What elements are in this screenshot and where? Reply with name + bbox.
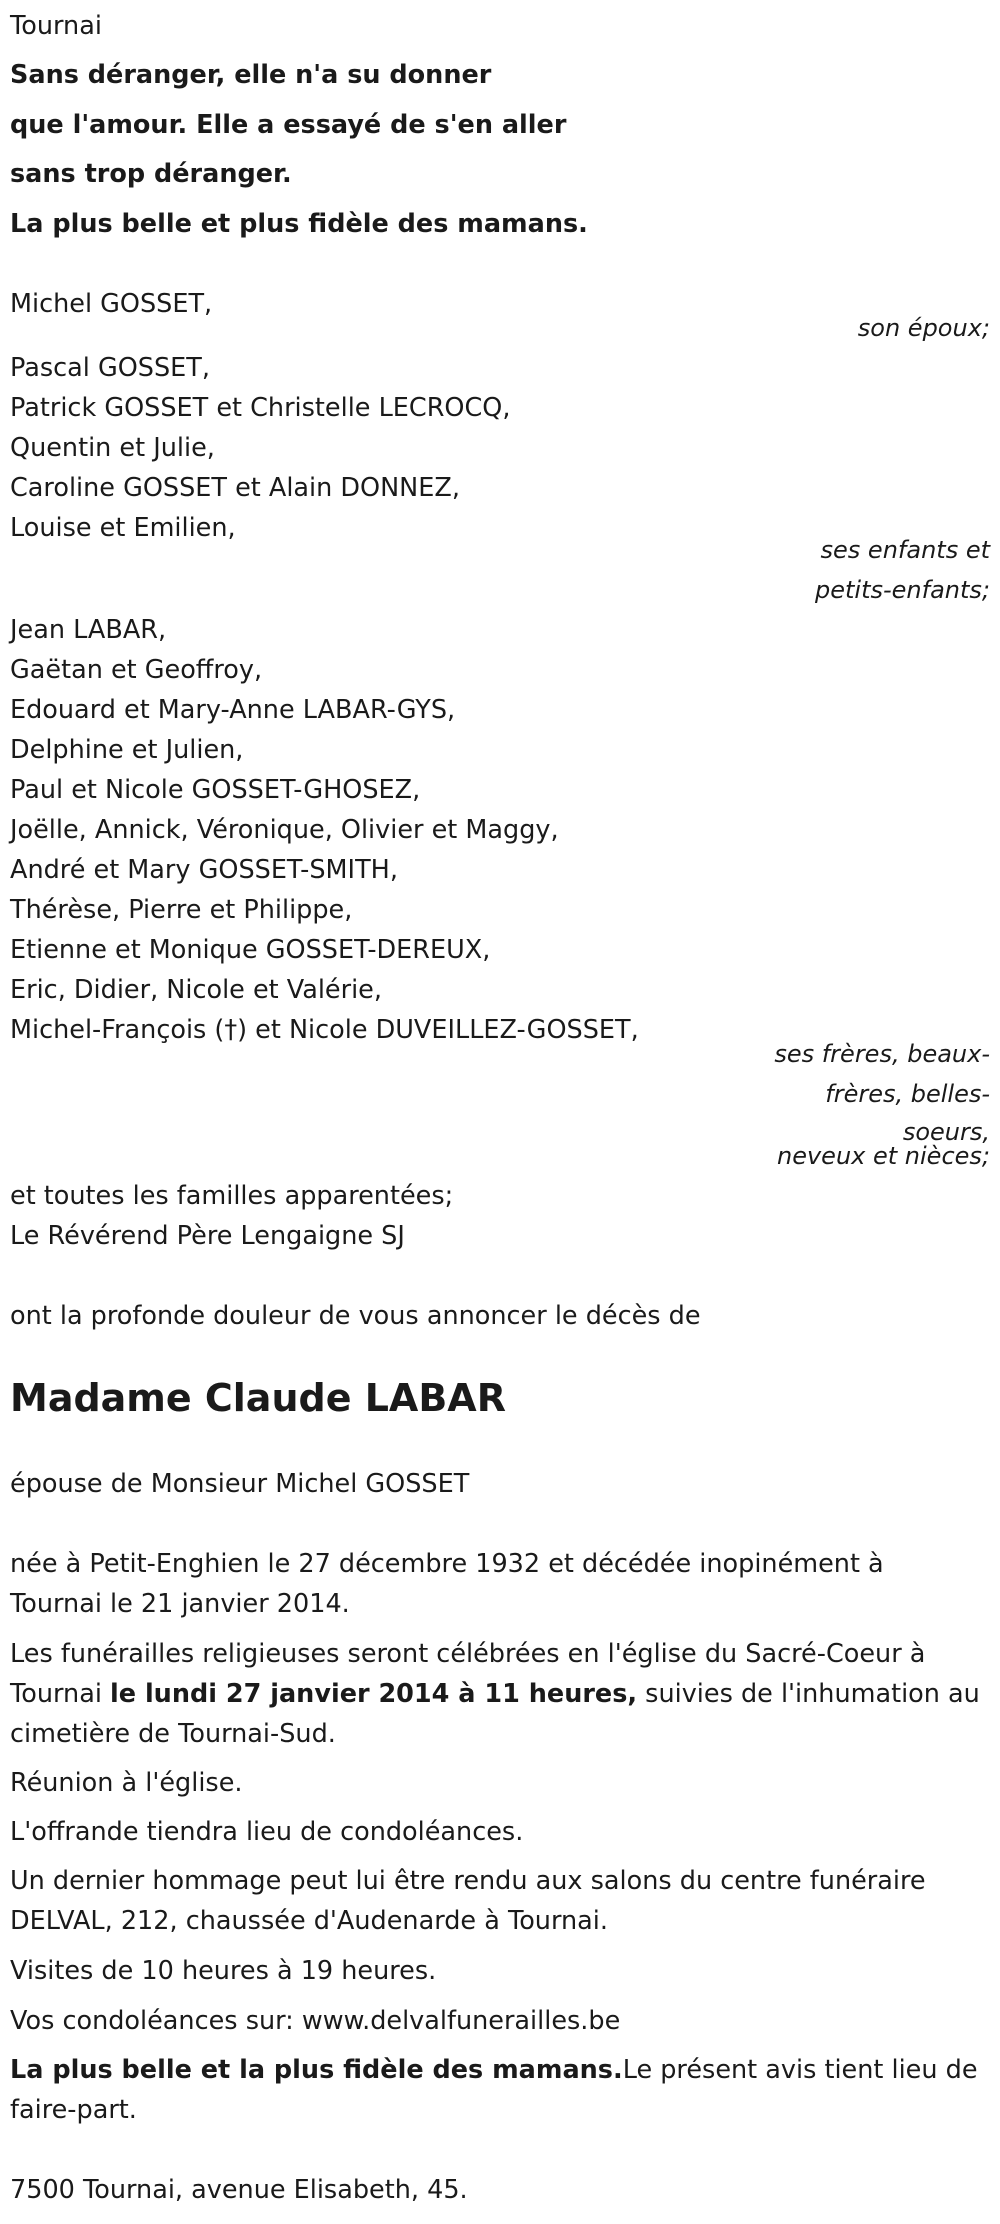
offering-info: L'offrande tiendra lieu de condoléances. [10, 1817, 524, 1847]
sibling-line: Eric, Didier, Nicole et Valérie, [10, 975, 382, 1005]
closing-rest: Le présent avis tient lieu de faire-part. [10, 2055, 978, 2125]
city-header: Tournai [10, 11, 102, 41]
sibling-line: Thérèse, Pierre et Philippe, [10, 895, 353, 925]
child-line: Patrick GOSSET et Christelle LECROCQ, [10, 393, 511, 423]
sibling-line: Michel-François (†) et Nicole DUVEILLEZ-GOSSET, [10, 1015, 639, 1045]
condolences-info: Vos condoléances sur: www.delvalfunerailles.be [10, 2006, 621, 2036]
funeral-date: le lundi 27 janvier 2014 à 11 heures, [110, 1679, 638, 1709]
sibling-line: Jean LABAR, [10, 615, 167, 645]
siblings-role: neveux et nièces; [777, 1142, 990, 1170]
funeral-info [10, 1634, 980, 1754]
children-role: ses enfants et [820, 536, 990, 564]
sibling-line: Etienne et Monique GOSSET-DEREUX, [10, 935, 491, 965]
deceased-name: Madame Claude LABAR [10, 1376, 506, 1420]
children-role: petits-enfants; [815, 576, 990, 604]
sibling-line: André et Mary GOSSET-SMITH, [10, 855, 398, 885]
homage-info: Un dernier hommage peut lui être rendu aux salons du centre funéraire DELVAL, 212, chaussée d'Audenarde à Tournai. [10, 1866, 926, 1936]
siblings-role: ses frères, beaux- [774, 1040, 990, 1068]
sibling-line: Gaëtan et Geoffroy, [10, 655, 263, 685]
sibling-line: Edouard et Mary-Anne LABAR-GYS, [10, 695, 456, 725]
announcement: ont la profonde douleur de vous annoncer le décès de [10, 1301, 701, 1331]
closing-bold: La plus belle et la plus fidèle des mamans. [10, 2055, 623, 2085]
spouse-name: Michel GOSSET, [10, 289, 213, 319]
spouse-role: son époux; [857, 314, 990, 342]
poem-line: Sans déranger, elle n'a su donner [10, 60, 492, 90]
address: 7500 Tournai, avenue Elisabeth, 45. [10, 2175, 468, 2205]
others-line: Le Révérend Père Lengaigne SJ [10, 1221, 405, 1251]
siblings-role: frères, belles- [825, 1080, 990, 1108]
siblings-role: soeurs, [902, 1118, 990, 1146]
child-line: Quentin et Julie, [10, 433, 215, 463]
sibling-line: Paul et Nicole GOSSET-GHOSEZ, [10, 775, 421, 805]
closing-text [10, 2050, 980, 2130]
visits-info: Visites de 10 heures à 19 heures. [10, 1956, 437, 1986]
poem-line: La plus belle et plus fidèle des mamans. [10, 209, 588, 239]
birth-death-info: née à Petit-Enghien le 27 décembre 1932 et décédée inopinément à Tournai le 21 janvier 2014. [10, 1549, 884, 1619]
poem-line: sans trop déranger. [10, 159, 292, 189]
child-line: Pascal GOSSET, [10, 353, 210, 383]
spouse-of: épouse de Monsieur Michel GOSSET [10, 1469, 470, 1499]
funeral-text: suivies de l'inhumation au cimetière de Tournai-Sud. [10, 1679, 980, 1749]
funeral-text: Les funérailles religieuses seront célébrées en l'église du Sacré-Coeur à Tournai [10, 1639, 926, 1709]
others-line: et toutes les familles apparentées; [10, 1181, 454, 1211]
sibling-line: Delphine et Julien, [10, 735, 244, 765]
sibling-line: Joëlle, Annick, Véronique, Olivier et Maggy, [10, 815, 559, 845]
meeting-info: Réunion à l'église. [10, 1768, 243, 1798]
poem-line: que l'amour. Elle a essayé de s'en aller [10, 110, 567, 140]
child-line: Caroline GOSSET et Alain DONNEZ, [10, 473, 460, 503]
child-line: Louise et Emilien, [10, 513, 236, 543]
